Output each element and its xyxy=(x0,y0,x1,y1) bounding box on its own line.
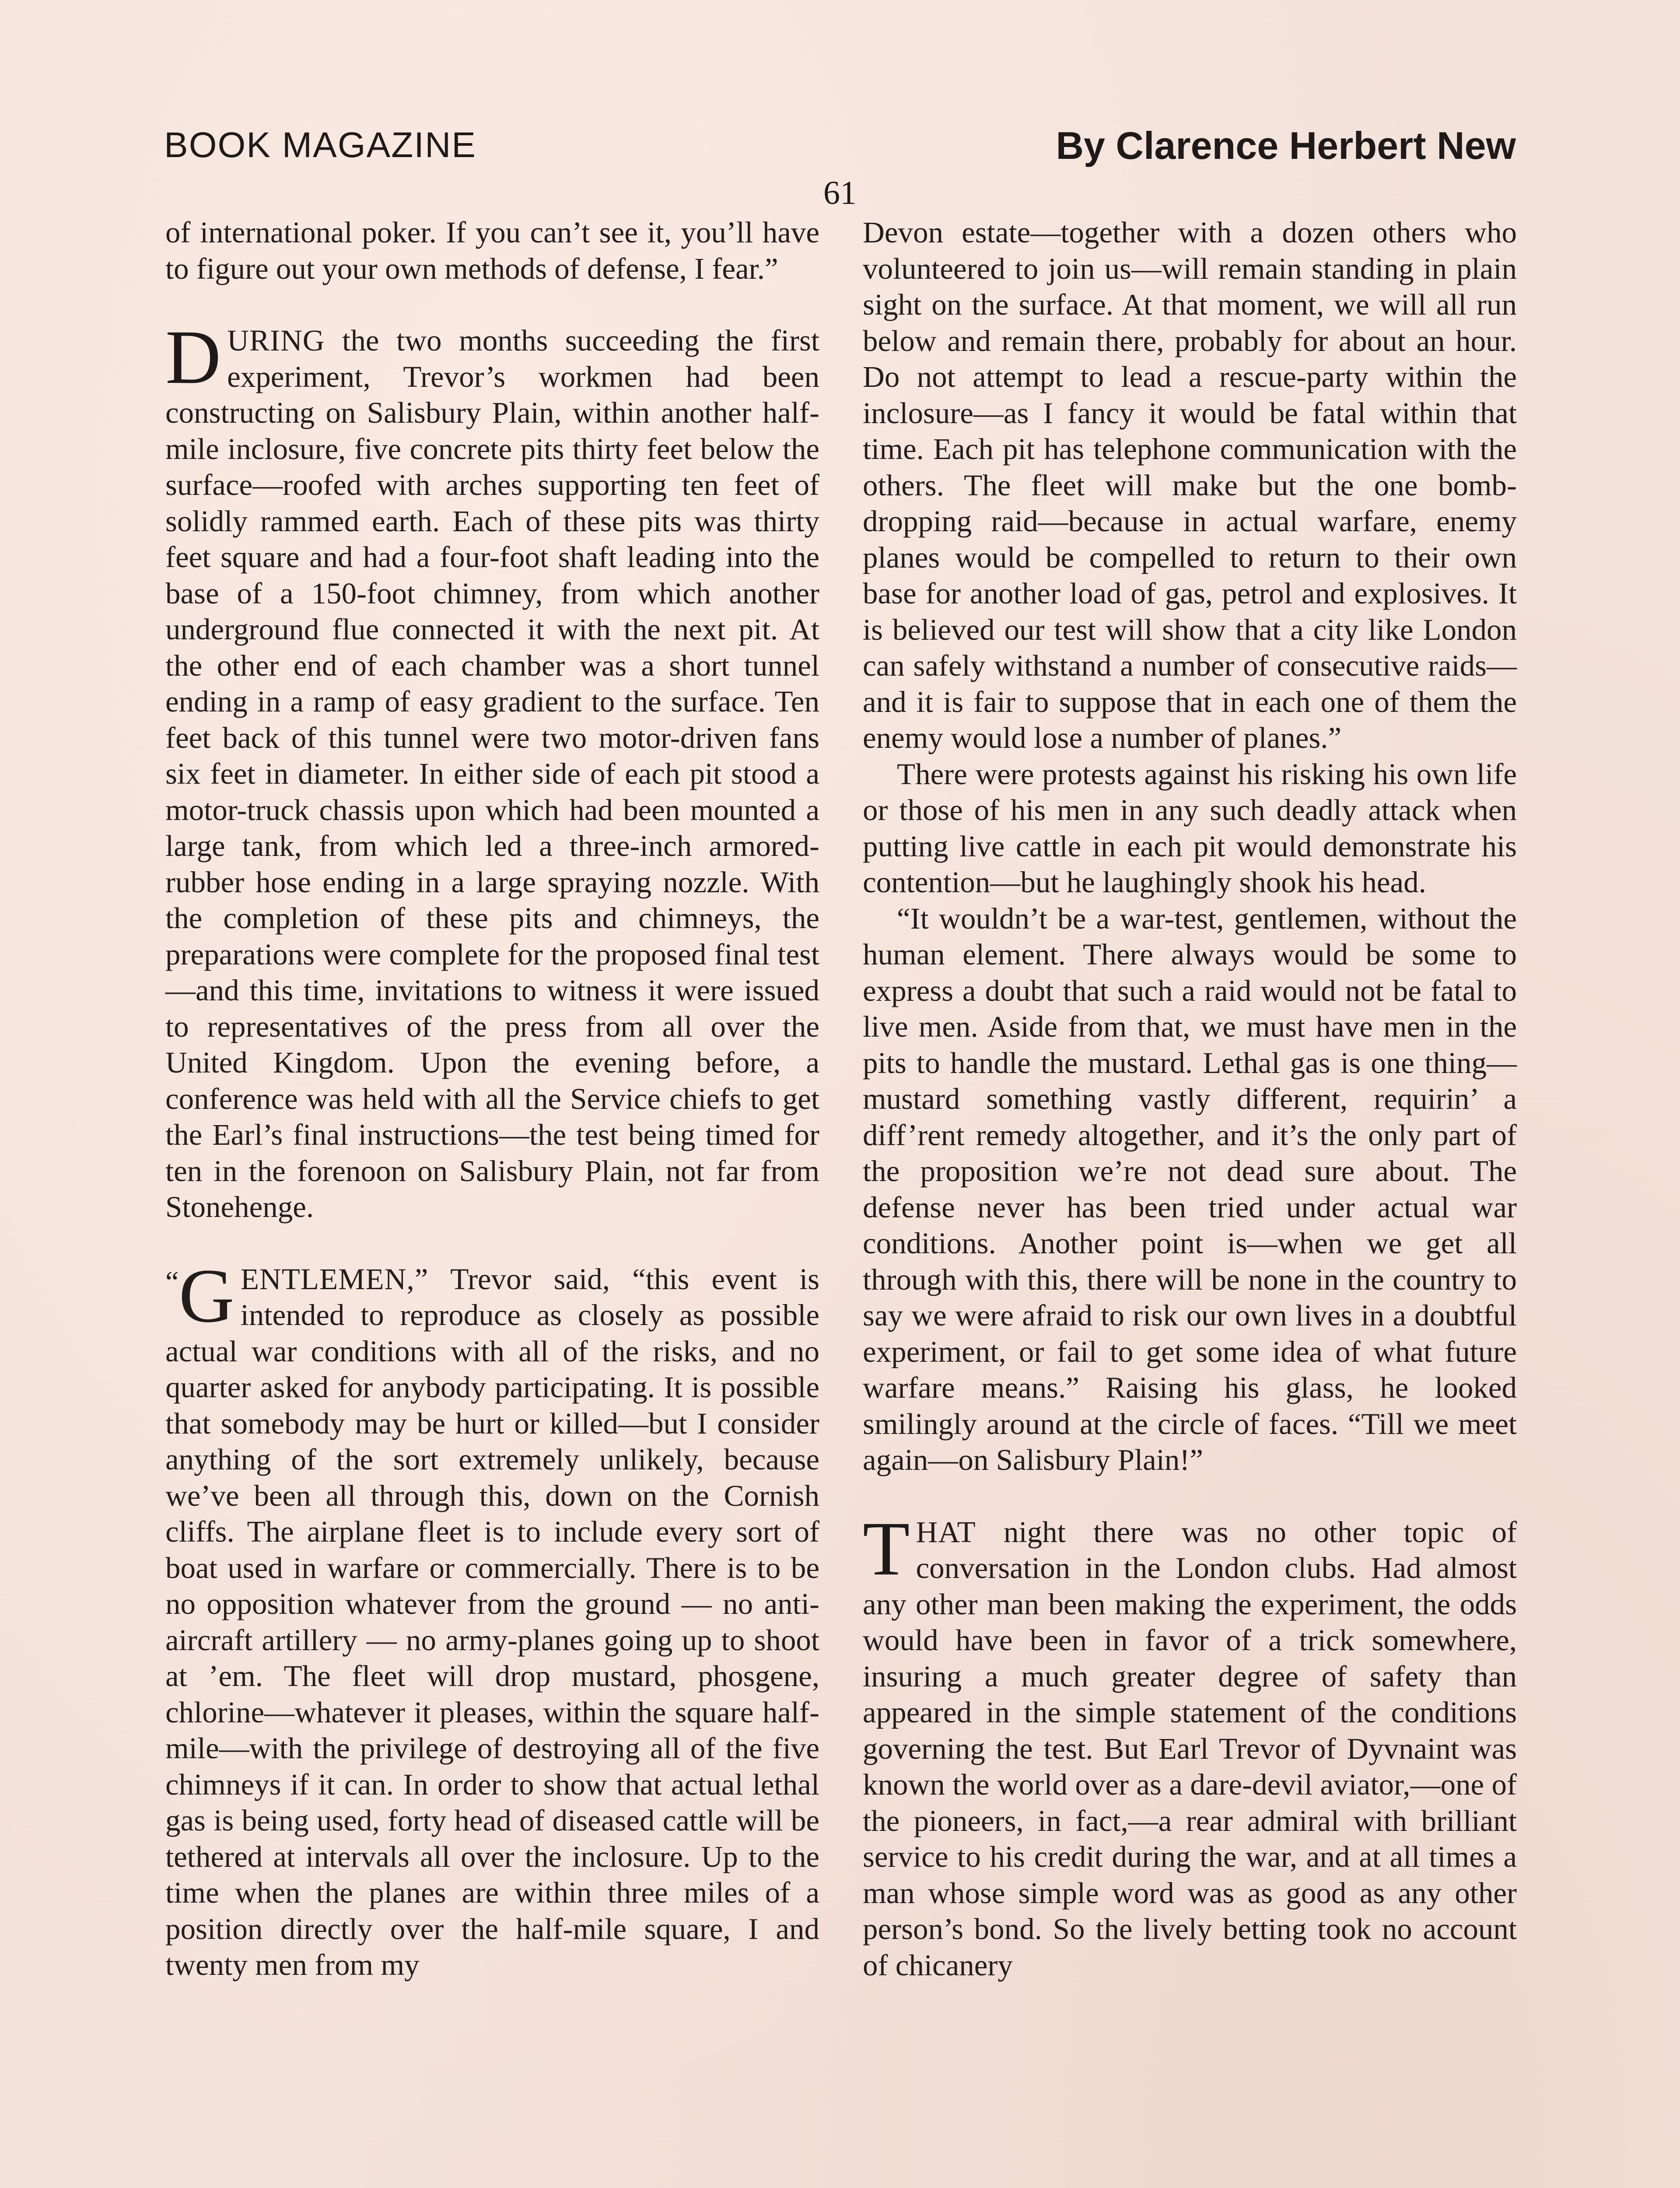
lead-in-text: URING xyxy=(227,324,325,357)
opening-quote: “ xyxy=(165,1265,179,1298)
paragraph-body: the two months succeeding the first experiment, Trevor’s workmen had been constructing on Salisbury Plain, within another half-mile inclosure, five concrete pits thirty feet below the surface—roofed with arches supporting ten feet of solidly rammed earth. Each of these pits was thirty feet square and had a four-foot shaft leading into the base of a 150-foot chimney, from which another underground flue connected it with the next pit. At the other end of each chamber was a short tunnel ending in a ramp of easy gradient to the surface. Ten feet back of this tunnel were two motor-driven fans six feet in diameter. In either side of each pit stood a motor-truck chassis upon which had been mounted a large tank, from which led a three-inch armored-rubber hose ending in a large spraying nozzle. With the completion of these pits and chimneys, the preparations were complete for the proposed final test—and this time, invitations to witness it were issued to representatives of the press from all over the United Kingdom. Upon the evening before, a conference was held with all the Service chiefs to get the Earl’s final instructions—the test being timed for ten in the forenoon on Salisbury Plain, not far from Stonehenge. xyxy=(165,324,819,1224)
drop-cap-letter: G xyxy=(178,1253,234,1339)
right-column xyxy=(863,214,1517,1983)
left-column xyxy=(165,214,819,1983)
author-byline-header: By Clarence Herbert New xyxy=(1056,124,1516,167)
paragraph-with-dropcap xyxy=(165,1253,819,1983)
paragraph: of international poker. If you can’t see it, you’ll have to figure out your own methods of defense, I fear.” xyxy=(165,216,819,285)
paragraph-with-dropcap xyxy=(165,315,819,1225)
lead-in-text: HAT xyxy=(916,1515,976,1549)
page-number: 61 xyxy=(823,175,857,211)
paragraph-with-dropcap xyxy=(863,1506,1517,1984)
drop-cap: D xyxy=(165,315,221,400)
drop-cap: T xyxy=(863,1506,910,1592)
paragraph-body: Trevor said, “this event is intended to reproduce as closely as possible actual war conditions with all of the risks, and no quarter asked for anybody participating. It is possible that somebody may be hurt or killed—but I consider anything of the sort extremely unlikely, because we’ve been all through this, down on the Cornish cliffs. The airplane fleet is to include every sort of boat used in warfare or commercially. There is to be no opposition whatever from the ground — no anti-aircraft artillery — no army-planes going up to shoot at ’em. The fleet will drop mustard, phosgene, chlorine—whatever it pleases, within the square half-mile—with the privilege of destroying all of the five chimneys if it can. In order to show that actual lethal gas is being used, forty head of diseased cattle will be tethered at intervals all over the inclosure. Up to the time when the planes are within three miles of a position directly over the half-mile square, I and twenty men from my xyxy=(165,1262,819,1981)
paragraph-body: night there was no other topic of conversation in the London clubs. Had almost any other man been making the experiment, the odds would have been in favor of a trick somewhere, insuring a much greater degree of safety than appeared in the simple statement of the conditions governing the test. But Earl Trevor of Dyvnaint was known the world over as a dare-devil aviator,—one of the pioneers, in fact,—a rear admiral with brilliant service to his credit during the war, and at all times a man whose simple word was as good as any other person’s bond. So the lively betting took no account of chicanery xyxy=(863,1515,1517,1982)
paragraph: There were protests against his risking his own life or those of his men in any such deadly attack when putting live cattle in each pit would demonstrate his contention—but he laughingly shook his head. xyxy=(863,757,1517,899)
drop-cap xyxy=(165,1253,234,1339)
paragraph: Devon estate—together with a dozen others who volunteered to join us—will remain standing in plain sight on the surface. At that moment, we will all run below and remain there, probably for about an hour. Do not attempt to lead a rescue-party within the inclosure—as I fancy it would be fatal within that time. Each pit has telephone communication with the others. The fleet will make but the one bomb-dropping raid—because in actual warfare, enemy planes would be compelled to return to their own base for another load of gas, petrol and explosives. It is believed our test will show that a city like London can safely withstand a number of consecutive raids—and it is fair to suppose that in each one of them the enemy would lose a number of planes.” xyxy=(863,216,1517,754)
magazine-title-header: BOOK MAGAZINE xyxy=(164,125,476,165)
lead-in-text: ENTLEMEN,” xyxy=(240,1262,429,1296)
paragraph: “It wouldn’t be a war-test, gentlemen, without the human element. There always would be some to express a doubt that such a raid would not be fatal to live men. Aside from that, we must have men in the pits to handle the mustard. Lethal gas is one thing—mustard something vastly different, requirin’ a diff’rent remedy altogether, and it’s the only part of the proposition we’re not dead sure about. The defense never has been tried under actual war conditions. Another point is—when we get all through with this, there will be none in the country to say we were afraid to risk our own lives in a doubtful experiment, or fail to get some idea of what future warfare means.” Raising his glass, he looked smilingly around at the circle of faces. “Till we meet again—on Salisbury Plain!” xyxy=(863,901,1517,1476)
